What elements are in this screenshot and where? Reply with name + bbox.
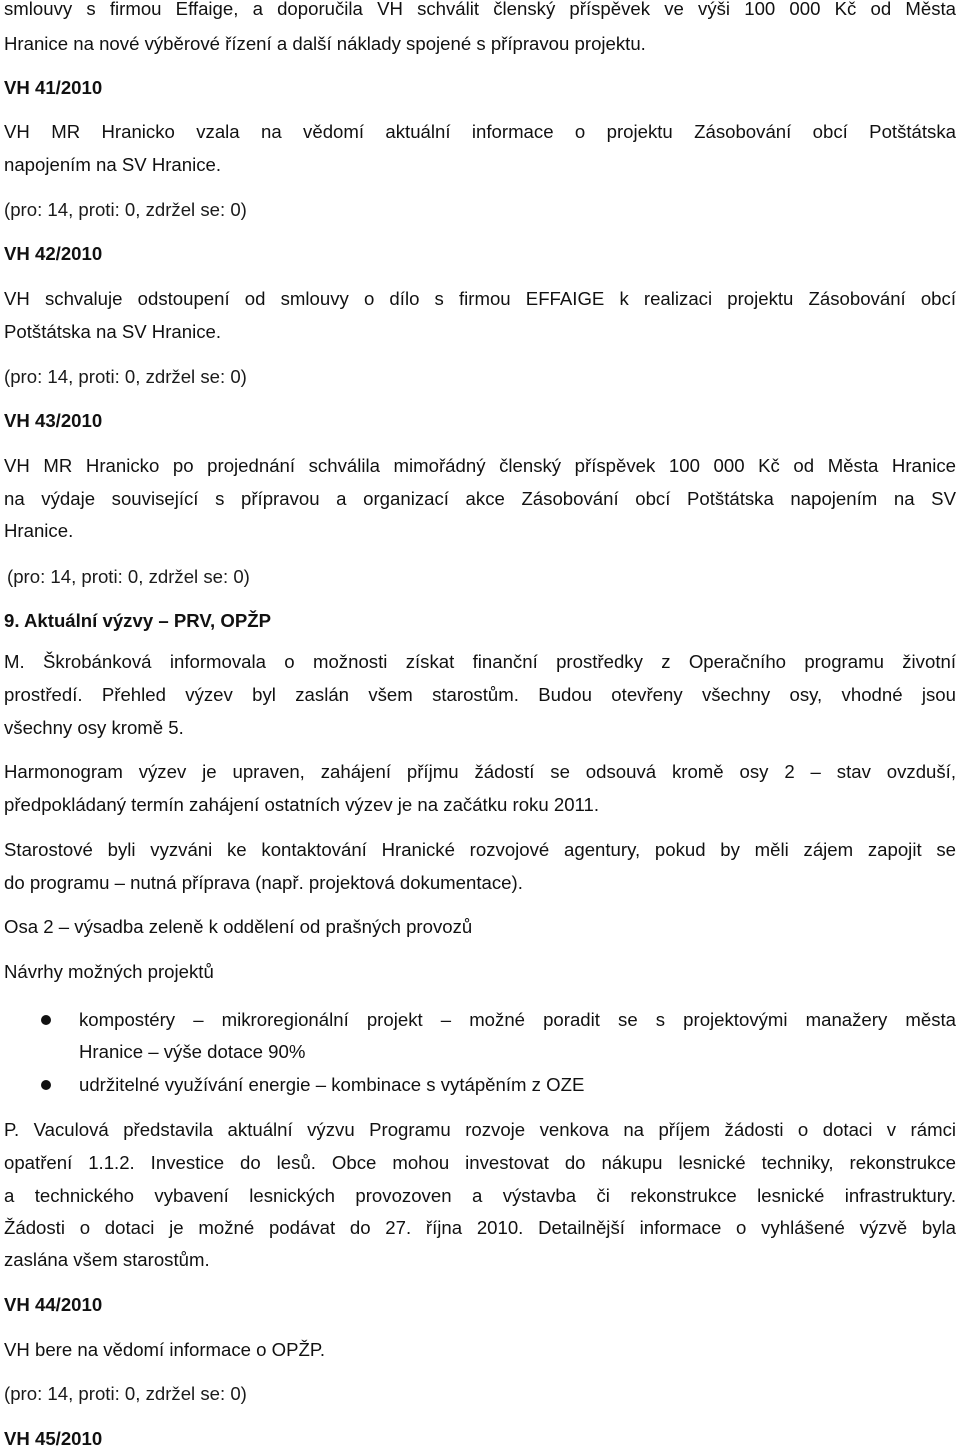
paragraph-line: a technického vybavení lesnických provozoven a výstavba či rekonstrukce lesnické infrastruktury.	[4, 1185, 956, 1206]
document-page	[4, 0, 956, 1452]
list-item: udržitelné využívání energie – kombinace s vytápěním z OZE	[79, 1074, 585, 1095]
list-item: kompostéry – mikroregionální projekt – možné poradit se s projektovými manažery města	[79, 1009, 956, 1030]
bullet-icon	[41, 1015, 51, 1025]
vote-result: (pro: 14, proti: 0, zdržel se: 0)	[4, 199, 247, 220]
paragraph-line: Potštátska na SV Hranice.	[4, 321, 222, 342]
paragraph-line: Hranice na nové výběrové řízení a další náklady spojené s přípravou projektu.	[4, 33, 646, 54]
paragraph-line: VH schvaluje odstoupení od smlouvy o dílo s firmou EFFAIGE k realizaci projektu Zásobování obcí	[4, 288, 956, 309]
paragraph-line: M. Škrobánková informovala o možnosti získat finanční prostředky z Operačního programu životní	[4, 651, 956, 672]
resolution-number: VH 45/2010	[4, 1428, 103, 1449]
paragraph-line: do programu – nutná příprava (např. projektová dokumentace).	[4, 872, 523, 893]
paragraph-line: VH MR Hranicko po projednání schválila mimořádný členský příspěvek 100 000 Kč od Města Hranice	[4, 455, 956, 476]
paragraph-line: Hranice.	[4, 520, 74, 541]
paragraph-line: prostředí. Přehled výzev byl zaslán všem starostům. Budou otevřeny všechny osy, vhodné jsou	[4, 684, 956, 705]
vote-result: (pro: 14, proti: 0, zdržel se: 0)	[4, 366, 247, 387]
resolution-number: VH 42/2010	[4, 243, 103, 264]
paragraph-line: Návrhy možných projektů	[4, 961, 214, 982]
resolution-number: VH 44/2010	[4, 1294, 103, 1315]
paragraph-line: smlouvy s firmou Effaige, a doporučila VH schválit členský příspěvek ve výši 100 000 Kč od Města	[4, 0, 956, 19]
paragraph-line: předpokládaný termín zahájení ostatních výzev je na začátku roku 2011.	[4, 794, 600, 815]
vote-result: (pro: 14, proti: 0, zdržel se: 0)	[4, 1383, 247, 1404]
paragraph-line: zaslána všem starostům.	[4, 1249, 210, 1270]
bullet-icon	[41, 1080, 51, 1090]
paragraph-line: Osa 2 – výsadba zeleně k oddělení od prašných provozů	[4, 916, 473, 937]
list-item-continuation: Hranice – výše dotace 90%	[79, 1041, 306, 1062]
vote-result: (pro: 14, proti: 0, zdržel se: 0)	[7, 566, 250, 587]
paragraph-line: VH bere na vědomí informace o OPŽP.	[4, 1339, 326, 1360]
paragraph-line: opatření 1.1.2. Investice do lesů. Obce mohou investovat do nákupu lesnické techniky, rekonstrukce	[4, 1152, 956, 1173]
paragraph-line: na výdaje související s přípravou a organizací akce Zásobování obcí Potštátska napojením na SV	[4, 488, 956, 509]
section-heading: 9. Aktuální výzvy – PRV, OPŽP	[4, 610, 271, 631]
paragraph-line: Starostové byli vyzváni ke kontaktování Hranické rozvojové agentury, pokud by měli zájem zapojit se	[4, 839, 956, 860]
paragraph-line: Žádosti o dotaci je možné podávat do 27. října 2010. Detailnější informace o vyhlášené výzvě byla	[4, 1217, 956, 1238]
resolution-number: VH 43/2010	[4, 410, 103, 431]
resolution-number: VH 41/2010	[4, 77, 103, 98]
paragraph-line: VH MR Hranicko vzala na vědomí aktuální informace o projektu Zásobování obcí Potštátska	[4, 121, 956, 142]
paragraph-line: P. Vaculová představila aktuální výzvu Programu rozvoje venkova na příjem žádosti o dotaci v rámci	[4, 1119, 956, 1140]
paragraph-line: všechny osy kromě 5.	[4, 717, 184, 738]
paragraph-line: napojením na SV Hranice.	[4, 154, 222, 175]
paragraph-line: Harmonogram výzev je upraven, zahájení příjmu žádostí se odsouvá kromě osy 2 – stav ovzduší,	[4, 761, 956, 782]
